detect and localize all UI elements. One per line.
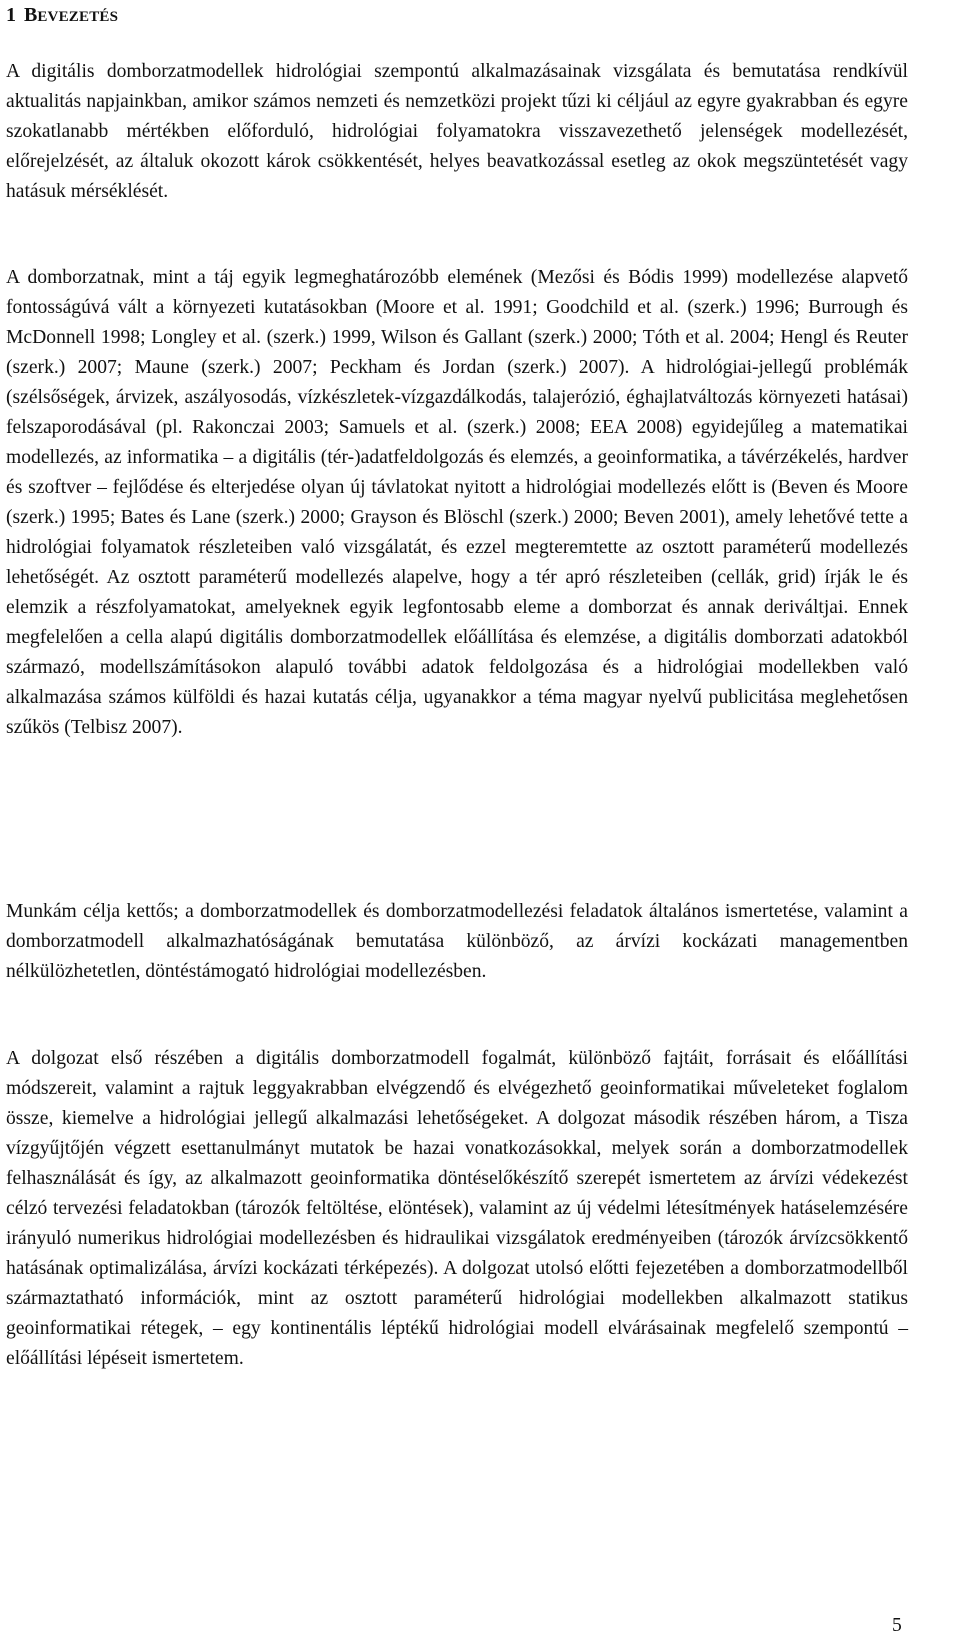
- paragraph-structure: A dolgozat első részében a digitális domborzatmodell fogalmát, különböző fajtáit, forrásait és előállítási módszereit, valamint a rajtuk leggyakrabban elvégzendő és elvégezhető geoinformatikai műveleteket foglalom össze, kiemelve a hidrológiai jellegű alkalmazási lehetőségeket. A dolgozat második részében három, a Tisza vízgyűjtőjén végzett esettanulmányt mutatok be hazai vonatkozásokkal, melyek során a domborzatmodellek felhasználását és így, az alkalmazott geoinformatika döntéselőkészítő szerepét ismertetem az árvízi védekezést célzó tervezési feladatokban (tározók feltöltése, elöntések), valamint az új védelmi létesítmények hatáselemzésére irányuló numerikus hidrológiai modellezésben és hidraulikai vizsgálatok eredményeiben (tározók árvízcsökkentő hatásának optimalizálása, árvízi kockázati térképezés). A dolgozat utolsó előtti fejezetében a domborzatmodellből származtatható információk, mint az osztott paraméterű hidrológiai modellekben alkalmazott statikus geoinformatikai rétegek, – egy kontinentális léptékű hidrológiai modell elvárásainak megfelelő szempontú – előállítási lépéseit ismertetem.: [6, 1048, 908, 1369]
- chapter-number: 1: [6, 4, 16, 26]
- paragraph-aim: Munkám célja kettős; a domborzatmodellek és domborzatmodellezési feladatok általános ismertetése, valamint a domborzatmodell alkalmazhatóságának bemutatása különböző, az árvízi kockázati managementben nélkülözhetetlen, döntéstámogató hidrológiai modellezésben.: [6, 901, 908, 982]
- chapter-title-initial: B: [24, 4, 38, 26]
- chapter-heading: [6, 3, 118, 29]
- paragraph-background: A domborzatnak, mint a táj egyik legmeghatározóbb elemének (Mezősi és Bódis 1999) modellezése alapvető fontosságúvá vált a környezeti kutatásokban (Moore et al. 1991; Goodchild et al. (szerk.) 1996; Burrough és McDonnell 1998; Longley et al. (szerk.) 1999, Wilson és Gallant (szerk.) 2000; Tóth et al. 2004; Hengl és Reuter (szerk.) 2007; Maune (szerk.) 2007; Peckham és Jordan (szerk.) 2007). A hidrológiai-jellegű problémák (szélsőségek, árvizek, aszályosodás, vízkészletek-vízgazdálkodás, talajerózió, éghajlatváltozás környezeti hatásai) felszaporodásával (pl. Rakonczai 2003; Samuels et al. (szerk.) 2008; EEA 2008) egyidejűleg a matematikai modellezés, az informatika – a digitális (tér-)adatfeldolgozás és elemzés, a geoinformatika, a távérzékelés, hardver és szoftver – fejlődése és elterjedése olyan új távlatokat nyitott a hidrológiai modellezés előtt is (Beven és Moore (szerk.) 1995; Bates és Lane (szerk.) 2000; Grayson és Blöschl (szerk.) 2000; Beven 2001), amely lehetővé tette a hidrológiai folyamatok részleteiben való vizsgálatát, és ezzel megteremtette az osztott paraméterű modellezés lehetőségét. Az osztott paraméterű modellezés alapelve, hogy a tér apró részleteiben (cellák, grid) írják le és elemzik a részfolyamatokat, amelyeknek egyik legfontosabb eleme a domborzat és annak deriváltjai. Ennek megfelelően a cella alapú digitális domborzatmodellek előállítása és elemzése, a digitális domborzati adatokból származó, modellszámításokon alapuló további adatok feldolgozása és a hidrológiai modellekben való alkalmazása számos külföldi és hazai kutatás célja, ugyanakkor a téma magyar nyelvű publicitása meglehetősen szűkös (Telbisz 2007).: [6, 267, 908, 738]
- page-number: 5: [892, 1615, 902, 1636]
- paragraph-intro: A digitális domborzatmodellek hidrológiai szempontú alkalmazásainak vizsgálata és bemutatása rendkívül aktualitás napjainkban, amikor számos nemzeti és nemzetközi projekt tűzi ki céljául az egyre gyakrabban és egyre szokatlanabb mértékben előforduló, hidrológiai folyamatokra visszavezethető jelenségek modellezését, előrejelzését, az általuk okozott károk csökkentését, helyes beavatkozással esetleg az okok megszüntetését vagy hatásuk mérséklését.: [6, 61, 908, 202]
- chapter-title-rest: EVEZETÉS: [37, 9, 119, 25]
